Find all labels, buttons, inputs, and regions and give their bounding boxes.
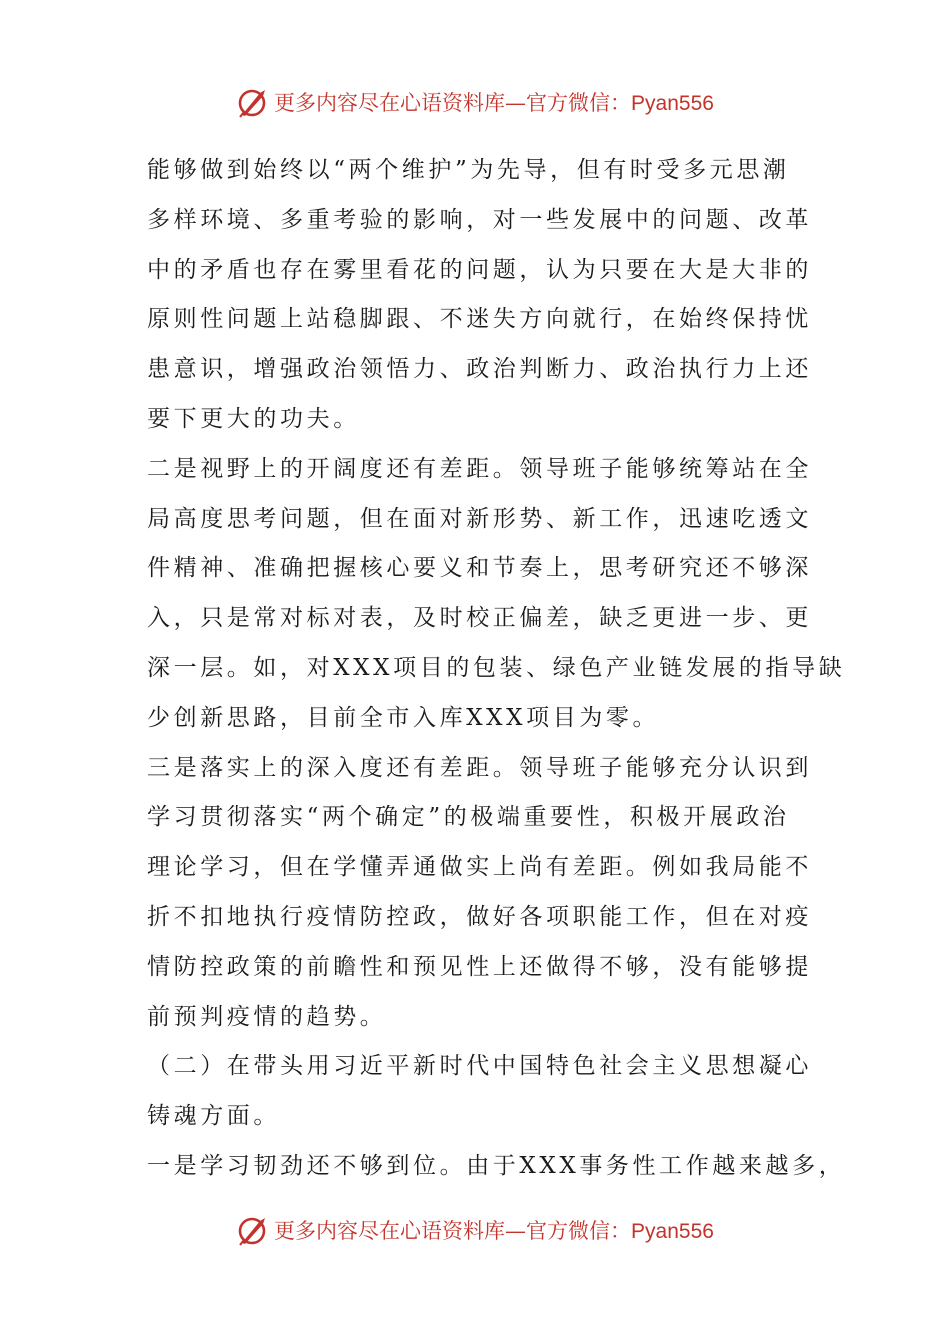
- document-body: [147, 146, 846, 1192]
- text-line: 件精神、准确把握核心要义和节奏上，思考研究还不够深: [147, 555, 812, 582]
- footer-watermark-banner: [0, 1210, 950, 1250]
- text-line: 情防控政策的前瞻性和预见性上还做得不够，没有能够提: [147, 953, 812, 980]
- text-line: 中的矛盾也存在雾里看花的问题，认为只要在大是大非的: [147, 256, 812, 283]
- text-line: 局高度思考问题，但在面对新形势、新工作，迅速吃透文: [147, 505, 812, 532]
- banner-site-text: 更多内容尽在心语资料库—官方微信：: [274, 1219, 632, 1243]
- banner-text: [274, 87, 714, 117]
- text-line: 原则性问题上站稳脚跟、不迷失方向就行，在始终保持忧: [147, 306, 812, 333]
- text-line: 患意识，增强政治领悟力、政治判断力、政治执行力上还: [147, 356, 812, 383]
- paragraph-2: [147, 445, 846, 744]
- pen-logo-icon: [236, 85, 270, 119]
- header-watermark-banner: [0, 82, 950, 122]
- text-line: 要下更大的功夫。: [147, 405, 360, 432]
- paragraph-1: [147, 146, 812, 445]
- banner-site-text: 更多内容尽在心语资料库—官方微信：: [274, 91, 632, 115]
- text-line: 学习贯彻落实“两个确定”的极端重要性，积极开展政治: [147, 804, 790, 831]
- text-line: 前预判疫情的趋势。: [147, 1003, 387, 1030]
- text-line: 三是落实上的深入度还有差距。领导班子能够充分认识到: [147, 754, 812, 781]
- text-line: 深一层。如，对XXX项目的包装、绿色产业链发展的指导缺: [147, 654, 846, 681]
- text-line: 铸魂方面。: [147, 1103, 280, 1130]
- text-line: 折不扣地执行疫情防控政，做好各项职能工作，但在对疫: [147, 903, 812, 930]
- text-line: 二是视野上的开阔度还有差距。领导班子能够统筹站在全: [147, 455, 812, 482]
- text-line: （二）在带头用习近平新时代中国特色社会主义思想凝心: [147, 1053, 812, 1080]
- paragraph-4-section-heading: [147, 1042, 812, 1142]
- text-line: 一是学习韧劲还不够到位。由于XXX事务性工作越来越多，: [147, 1152, 846, 1179]
- paragraph-5: [147, 1142, 846, 1192]
- text-line: 少创新思路，目前全市入库XXX项目为零。: [147, 704, 660, 731]
- text-line: 理论学习，但在学懂弄通做实上尚有差距。例如我局能不: [147, 854, 812, 881]
- banner-wechat-id: Pyan556: [631, 1220, 714, 1243]
- text-line: 入，只是常对标对表，及时校正偏差，缺乏更进一步、更: [147, 605, 812, 632]
- text-line: 能够做到始终以“两个维护”为先导，但有时受多元思潮: [147, 157, 790, 183]
- paragraph-3: [147, 744, 812, 1043]
- pen-logo-icon: [236, 1213, 270, 1247]
- banner-text: [274, 1215, 714, 1245]
- banner-wechat-id: Pyan556: [631, 92, 714, 115]
- text-line: 多样环境、多重考验的影响，对一些发展中的问题、改革: [147, 206, 812, 233]
